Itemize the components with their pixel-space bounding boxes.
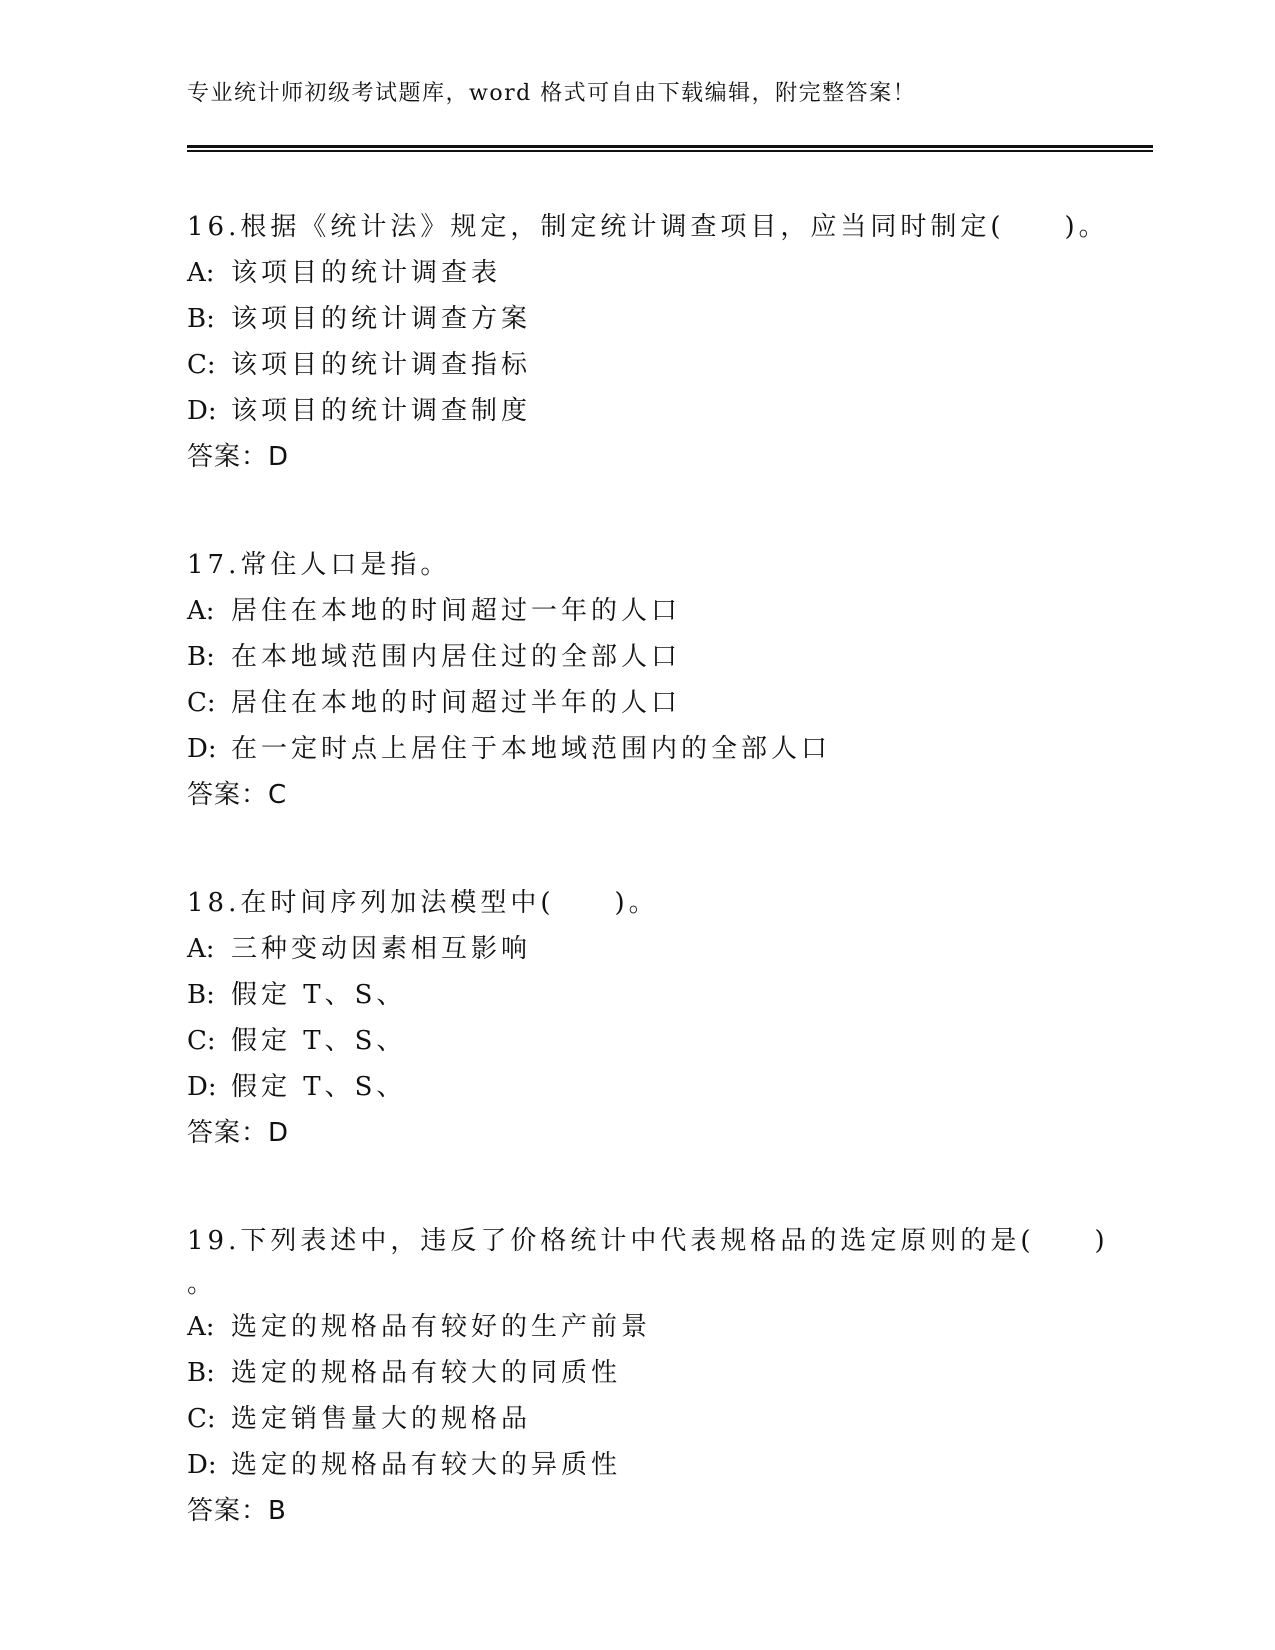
question-16 [187, 204, 1153, 480]
option-d [187, 1064, 1153, 1110]
option-text: 三种变动因素相互影响 [231, 934, 532, 964]
question-stem: 16.根据《统计法》规定，制定统计调查项目，应当同时制定( )。 [187, 212, 1109, 242]
answer-line: 答案：D [187, 1118, 290, 1148]
option-letter: A: [187, 1312, 215, 1342]
answer-line: 答案：B [187, 1496, 287, 1526]
option-c [187, 1018, 1153, 1064]
option-text: 假定 T、S、 [231, 1072, 407, 1102]
option-a [187, 250, 1153, 296]
option-letter: A: [187, 258, 215, 288]
option-text: 选定的规格品有较好的生产前景 [231, 1312, 652, 1342]
option-a [187, 588, 1153, 634]
option-a [187, 926, 1153, 972]
answer-line: 答案：C [187, 780, 288, 810]
option-text: 该项目的统计调查方案 [231, 304, 532, 334]
question-stem: 19.下列表述中，违反了价格统计中代表规格品的选定原则的是( ) [187, 1226, 1109, 1256]
option-d [187, 726, 1153, 772]
option-text: 选定的规格品有较大的异质性 [231, 1450, 622, 1480]
answer-line: 答案：D [187, 442, 290, 472]
question-stem-continuation: 。 [187, 1269, 218, 1299]
option-letter: D: [187, 396, 217, 426]
option-letter: D: [187, 1072, 217, 1102]
header-rule-thin [187, 150, 1153, 152]
option-b [187, 972, 1153, 1018]
option-text: 选定的规格品有较大的同质性 [231, 1358, 622, 1388]
option-c [187, 1396, 1153, 1442]
question-17 [187, 542, 1153, 818]
option-letter: B: [187, 304, 215, 334]
option-letter: B: [187, 1358, 215, 1388]
option-letter: A: [187, 596, 215, 626]
option-c [187, 342, 1153, 388]
option-d [187, 388, 1153, 434]
option-letter: B: [187, 642, 215, 672]
option-letter: C: [187, 688, 216, 718]
option-letter: C: [187, 1404, 216, 1434]
option-text: 居住在本地的时间超过一年的人口 [231, 596, 682, 626]
option-text: 在一定时点上居住于本地域范围内的全部人口 [231, 734, 832, 764]
option-d [187, 1442, 1153, 1488]
option-text: 该项目的统计调查指标 [231, 350, 532, 380]
option-letter: C: [187, 350, 216, 380]
question-stem: 18.在时间序列加法模型中( )。 [187, 888, 659, 918]
option-letter: D: [187, 734, 217, 764]
option-letter: A: [187, 934, 215, 964]
option-b [187, 634, 1153, 680]
option-a [187, 1304, 1153, 1350]
question-stem: 17.常住人口是指。 [187, 550, 451, 580]
option-letter: C: [187, 1026, 216, 1056]
option-c [187, 680, 1153, 726]
option-letter: B: [187, 980, 215, 1010]
question-19 [187, 1218, 1153, 1534]
option-text: 该项目的统计调查表 [231, 258, 502, 288]
option-text: 选定销售量大的规格品 [231, 1404, 532, 1434]
option-text: 居住在本地的时间超过半年的人口 [231, 688, 682, 718]
option-text: 假定 T、S、 [231, 1026, 407, 1056]
option-b [187, 1350, 1153, 1396]
option-letter: D: [187, 1450, 217, 1480]
option-text: 该项目的统计调查制度 [231, 396, 532, 426]
option-text: 在本地域范围内居住过的全部人口 [231, 642, 682, 672]
question-list [187, 204, 1153, 1596]
question-18 [187, 880, 1153, 1156]
option-text: 假定 T、S、 [231, 980, 407, 1010]
page-header: 专业统计师初级考试题库，word 格式可自由下载编辑，附完整答案！ [187, 81, 917, 106]
option-b [187, 296, 1153, 342]
header-rule-thick [187, 145, 1153, 148]
